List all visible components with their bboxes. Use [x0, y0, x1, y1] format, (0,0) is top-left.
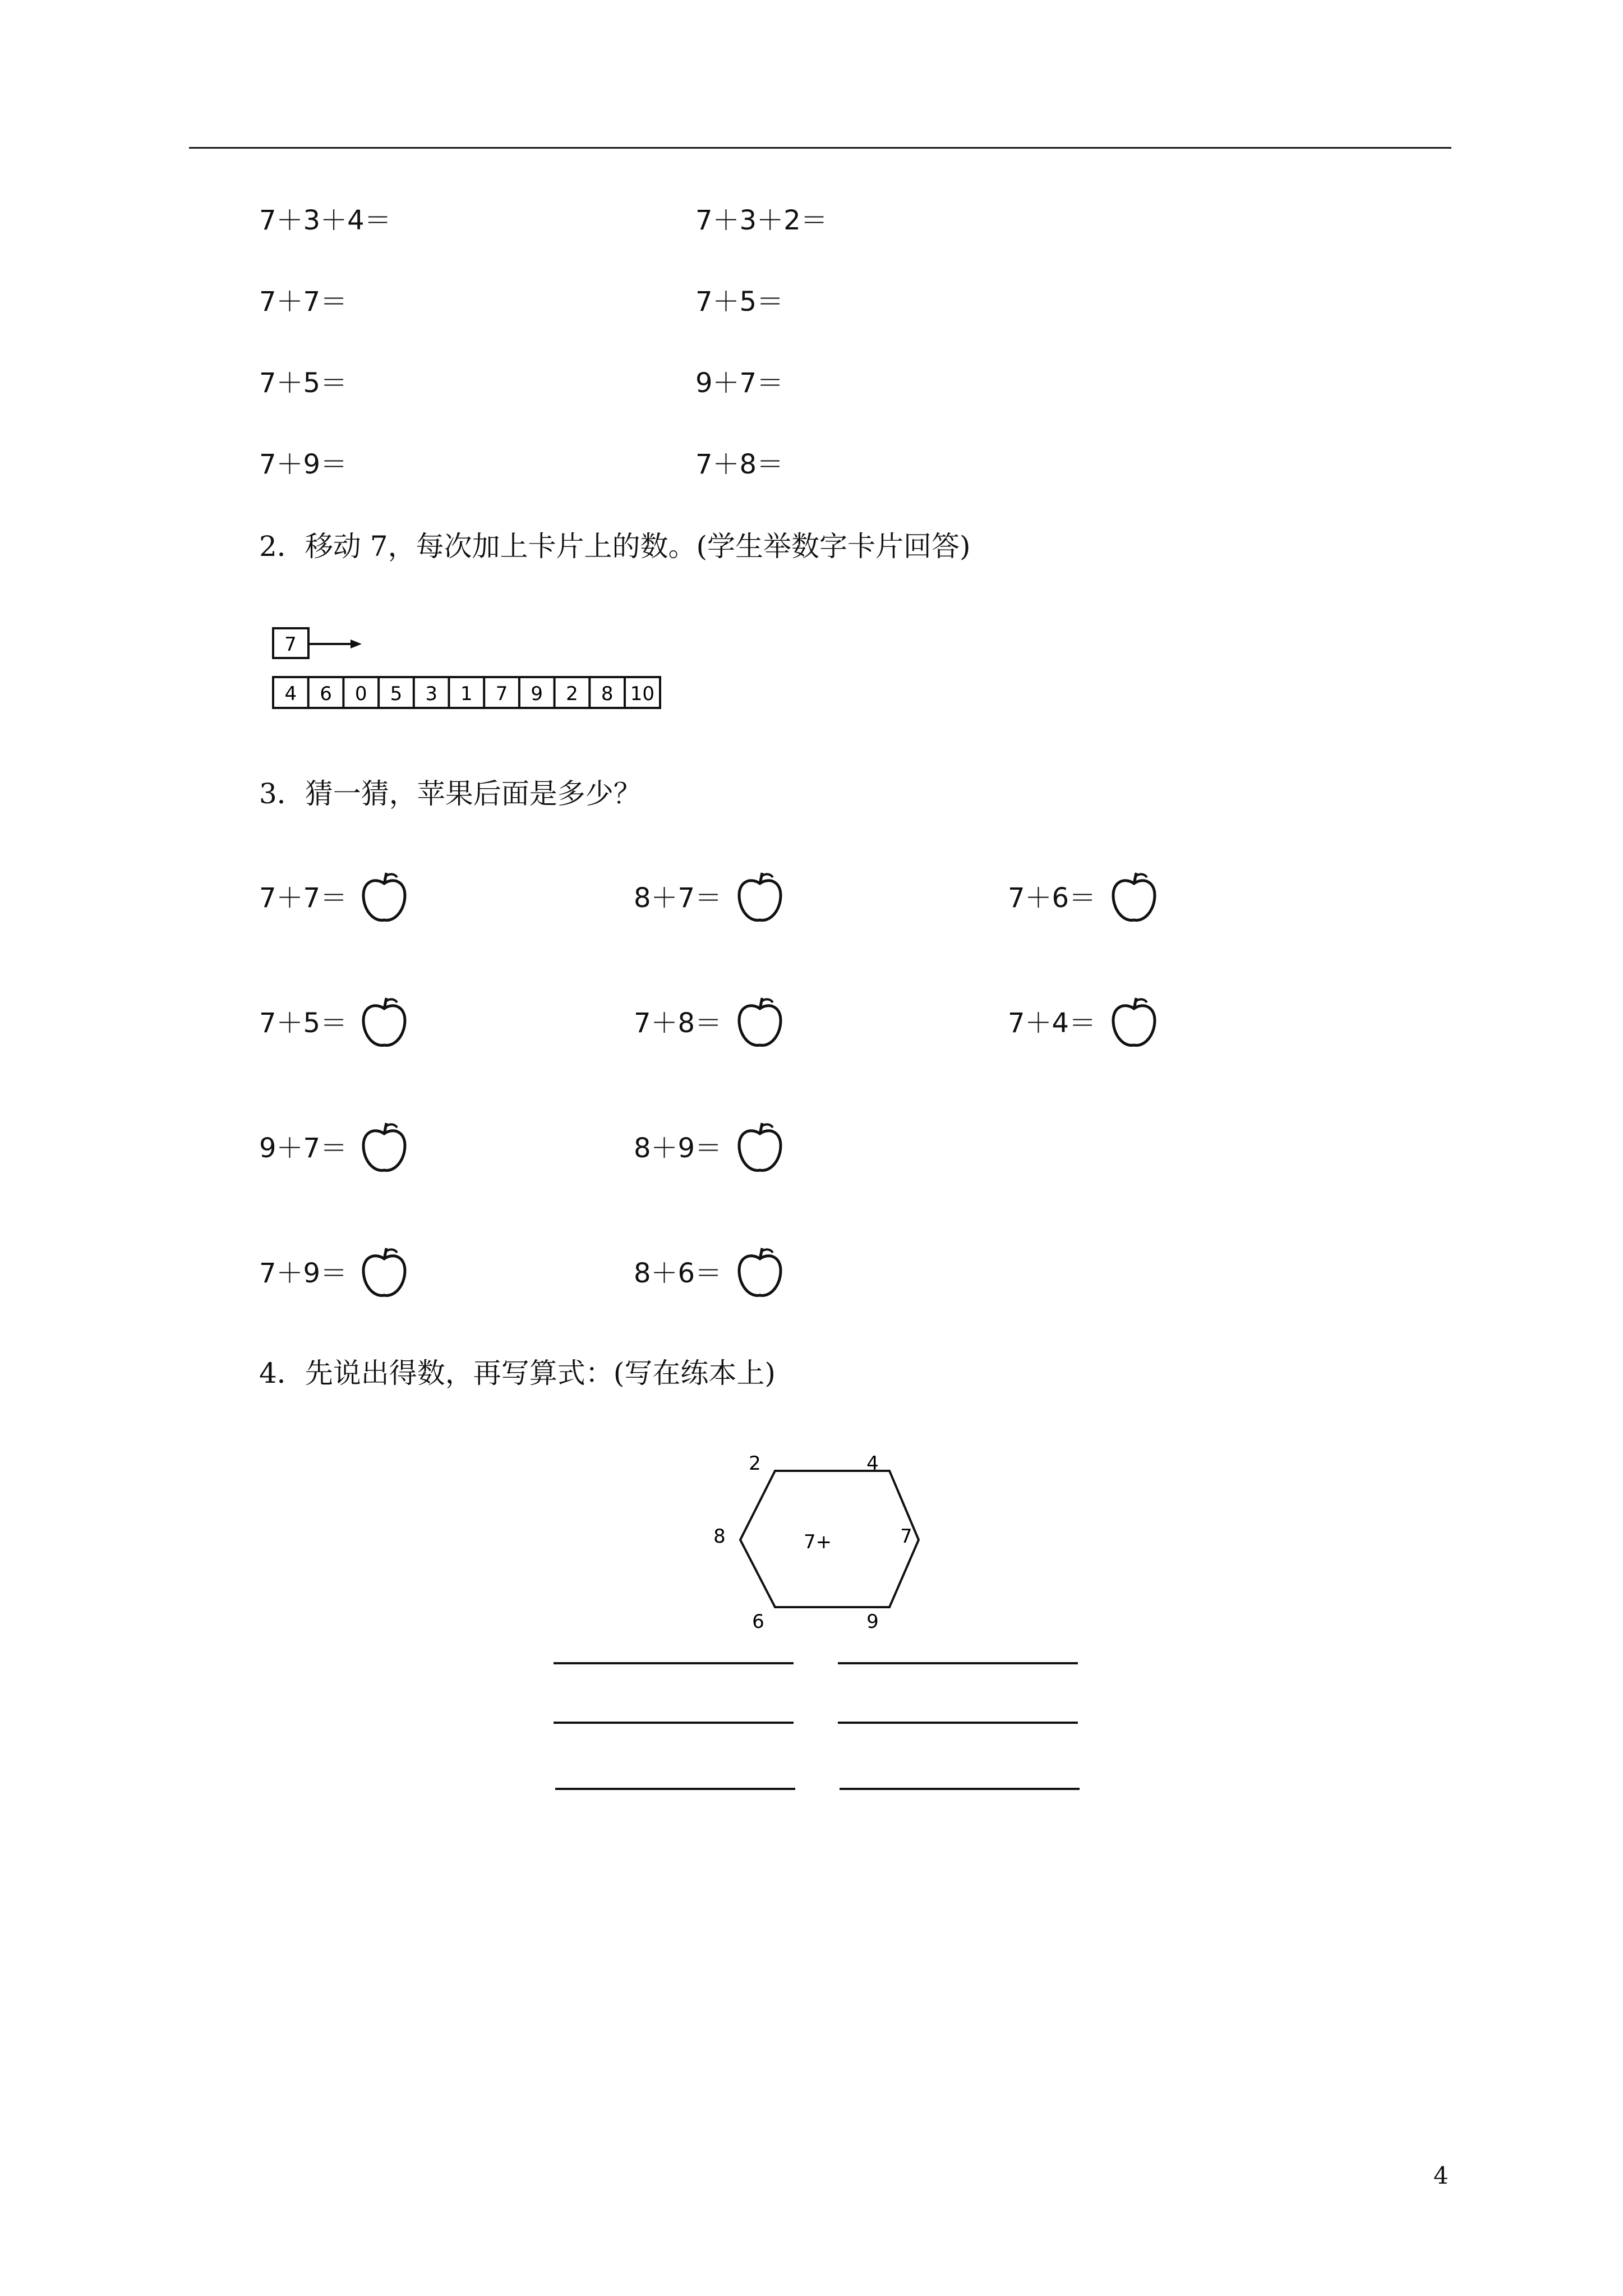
apple-icon: [735, 995, 785, 1051]
arrow-head-icon: [351, 639, 362, 648]
hexagon-center-label: 7+: [803, 1531, 832, 1553]
hexagon-shape: [740, 1471, 919, 1607]
apple-equation: 8＋6＝: [634, 1258, 722, 1289]
answer-blank: [554, 1722, 794, 1724]
question-3-title: 3．猜一猜，苹果后面是多少？: [259, 777, 642, 810]
number-card: 5: [390, 683, 403, 705]
answer-blank: [840, 1788, 1080, 1790]
number-card: 8: [601, 683, 614, 705]
apple-icon: [359, 1120, 409, 1176]
hexagon-vertex-label: 7: [900, 1525, 912, 1548]
number-card: 9: [531, 683, 543, 705]
number-card: 1: [460, 683, 473, 705]
apple-equation: 8＋9＝: [634, 1133, 722, 1164]
equation: 9＋7＝: [695, 367, 784, 399]
page-number: 4: [1433, 2162, 1449, 2189]
number-card: 7: [495, 683, 508, 705]
equation: 7＋3＋4＝: [259, 205, 391, 236]
number-card: 3: [425, 683, 437, 705]
equation: 7＋9＝: [259, 449, 348, 480]
equation: 7＋7＝: [259, 286, 348, 318]
apple-icon: [735, 1245, 785, 1301]
apple-equation: 7＋8＝: [634, 1007, 722, 1039]
answer-blank: [554, 1662, 794, 1664]
number-card: 0: [354, 683, 367, 705]
apple-icon: [1109, 869, 1159, 926]
equation: 7＋3＋2＝: [695, 205, 828, 236]
question-2-title: 2．移动 7，每次加上卡片上的数。(学生举数字卡片回答): [259, 530, 971, 563]
answer-blank: [838, 1662, 1078, 1664]
mover-card-label: 7: [284, 633, 297, 656]
apple-equation: 7＋7＝: [259, 882, 348, 914]
hexagon-vertex-label: 6: [752, 1611, 764, 1633]
apple-icon: [1109, 995, 1159, 1051]
apple-equation: 7＋6＝: [1008, 882, 1096, 914]
card-strip: [273, 677, 660, 708]
equation: 7＋5＝: [259, 367, 348, 399]
apple-equation: 7＋4＝: [1008, 1007, 1096, 1039]
hexagon-vertex-label: 8: [713, 1525, 726, 1548]
apple-icon: [735, 869, 785, 926]
hexagon-vertex-label: 4: [866, 1452, 879, 1475]
hexagon-vertex-label: 9: [866, 1611, 879, 1633]
number-card: 2: [566, 683, 578, 705]
number-card: 6: [320, 683, 332, 705]
apple-icon: [359, 1245, 409, 1301]
equation: 7＋8＝: [695, 449, 784, 480]
apple-equation: 9＋7＝: [259, 1133, 348, 1164]
apple-equation: 8＋7＝: [634, 882, 722, 914]
number-card: 10: [630, 683, 654, 705]
answer-blank: [838, 1722, 1078, 1724]
hexagon-vertex-label: 2: [749, 1452, 761, 1475]
apple-icon: [359, 995, 409, 1051]
mover-card: [273, 628, 308, 658]
apple-icon: [359, 869, 409, 926]
equation: 7＋5＝: [695, 286, 784, 318]
number-card: 4: [284, 683, 297, 705]
apple-equation: 7＋9＝: [259, 1258, 348, 1289]
question-4-title: 4．先说出得数，再写算式：(写在练本上): [259, 1357, 776, 1389]
apple-equation: 7＋5＝: [259, 1007, 348, 1039]
answer-blank: [555, 1788, 795, 1790]
header-rule: [189, 147, 1451, 149]
apple-icon: [735, 1120, 785, 1176]
